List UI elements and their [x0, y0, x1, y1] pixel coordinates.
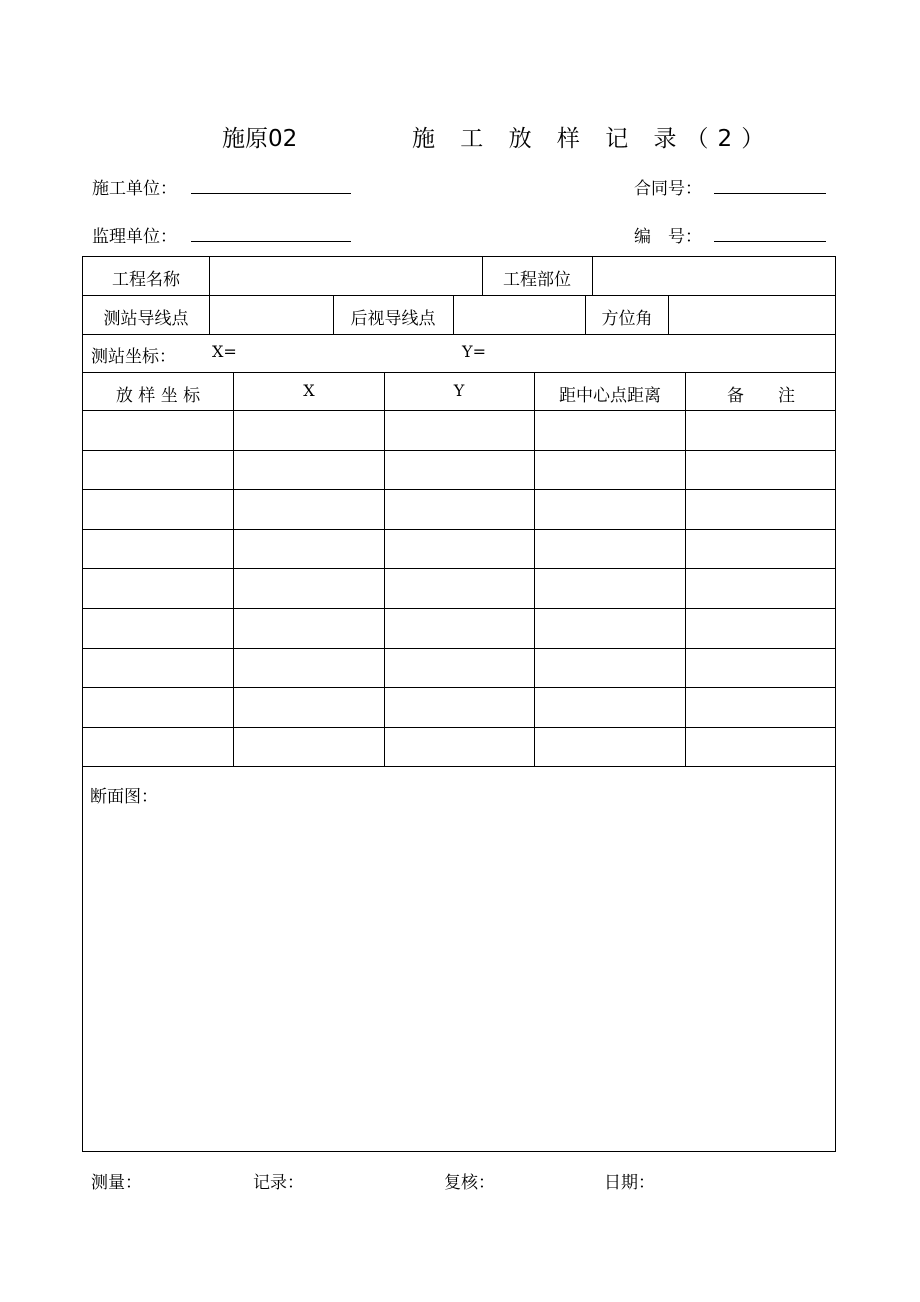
project-part-label: 工程部位 [503, 270, 571, 290]
table-rule [82, 608, 836, 609]
station-y-label: Y= [462, 342, 486, 361]
col-header-y: Y [453, 381, 465, 400]
review-label: 复核： [444, 1173, 495, 1193]
table-rule [333, 295, 334, 334]
survey-label: 测量： [91, 1173, 142, 1193]
table-rule [82, 334, 836, 335]
table-rule [82, 489, 836, 490]
station-point-label: 测站导线点 [103, 309, 189, 329]
section-drawing-label: 断面图： [90, 787, 158, 807]
table-rule [585, 295, 586, 334]
azimuth-field[interactable] [671, 297, 833, 332]
construction-unit-field[interactable] [191, 193, 351, 194]
supervision-unit-field[interactable] [191, 241, 351, 242]
table-rule [534, 372, 535, 766]
table-rule [209, 295, 210, 334]
col-header-distance: 距中心点距离 [559, 386, 661, 406]
table-rule [82, 766, 836, 767]
date-label: 日期： [604, 1173, 655, 1193]
table-rule [233, 372, 234, 766]
azimuth-label: 方位角 [601, 309, 653, 329]
table-rule [482, 256, 483, 295]
table-rule [82, 648, 836, 649]
table-rule [82, 529, 836, 530]
col-header-remarks: 备 注 [727, 386, 795, 406]
table-rule [668, 295, 669, 334]
table-rule [82, 568, 836, 569]
table-rule [82, 687, 836, 688]
record-label: 记录： [253, 1173, 304, 1193]
contract-no-label: 合同号： [634, 179, 702, 199]
backsight-point-field[interactable] [456, 297, 583, 332]
section-drawing-area[interactable] [84, 806, 834, 1150]
backsight-point-label: 后视导线点 [350, 309, 436, 329]
project-part-field[interactable] [595, 258, 833, 293]
table-rule [82, 295, 836, 296]
serial-no-field[interactable] [714, 241, 826, 242]
table-rule [209, 256, 210, 295]
form-code: 施原02 [222, 126, 298, 152]
table-rule [384, 372, 385, 766]
serial-no-label: 编 号： [634, 227, 702, 247]
col-header-x: X [303, 381, 315, 400]
table-rule [82, 410, 836, 411]
table-rule [592, 256, 593, 295]
page-title: 施 工 放 样 记 录（2） [412, 126, 774, 152]
contract-no-field[interactable] [714, 193, 826, 194]
table-rule [82, 372, 836, 373]
station-point-field[interactable] [212, 297, 331, 332]
project-name-field[interactable] [212, 258, 480, 293]
supervision-unit-label: 监理单位： [92, 227, 177, 247]
station-coord-label: 测站坐标： [91, 347, 176, 367]
table-rule [685, 372, 686, 766]
construction-unit-label: 施工单位： [92, 179, 177, 199]
table-rule [82, 450, 836, 451]
station-x-label: X= [212, 342, 237, 361]
project-name-label: 工程名称 [112, 270, 180, 290]
table-rule [82, 727, 836, 728]
table-rule [453, 295, 454, 334]
col-header-stakeout-coord: 放 样 坐 标 [115, 386, 201, 406]
